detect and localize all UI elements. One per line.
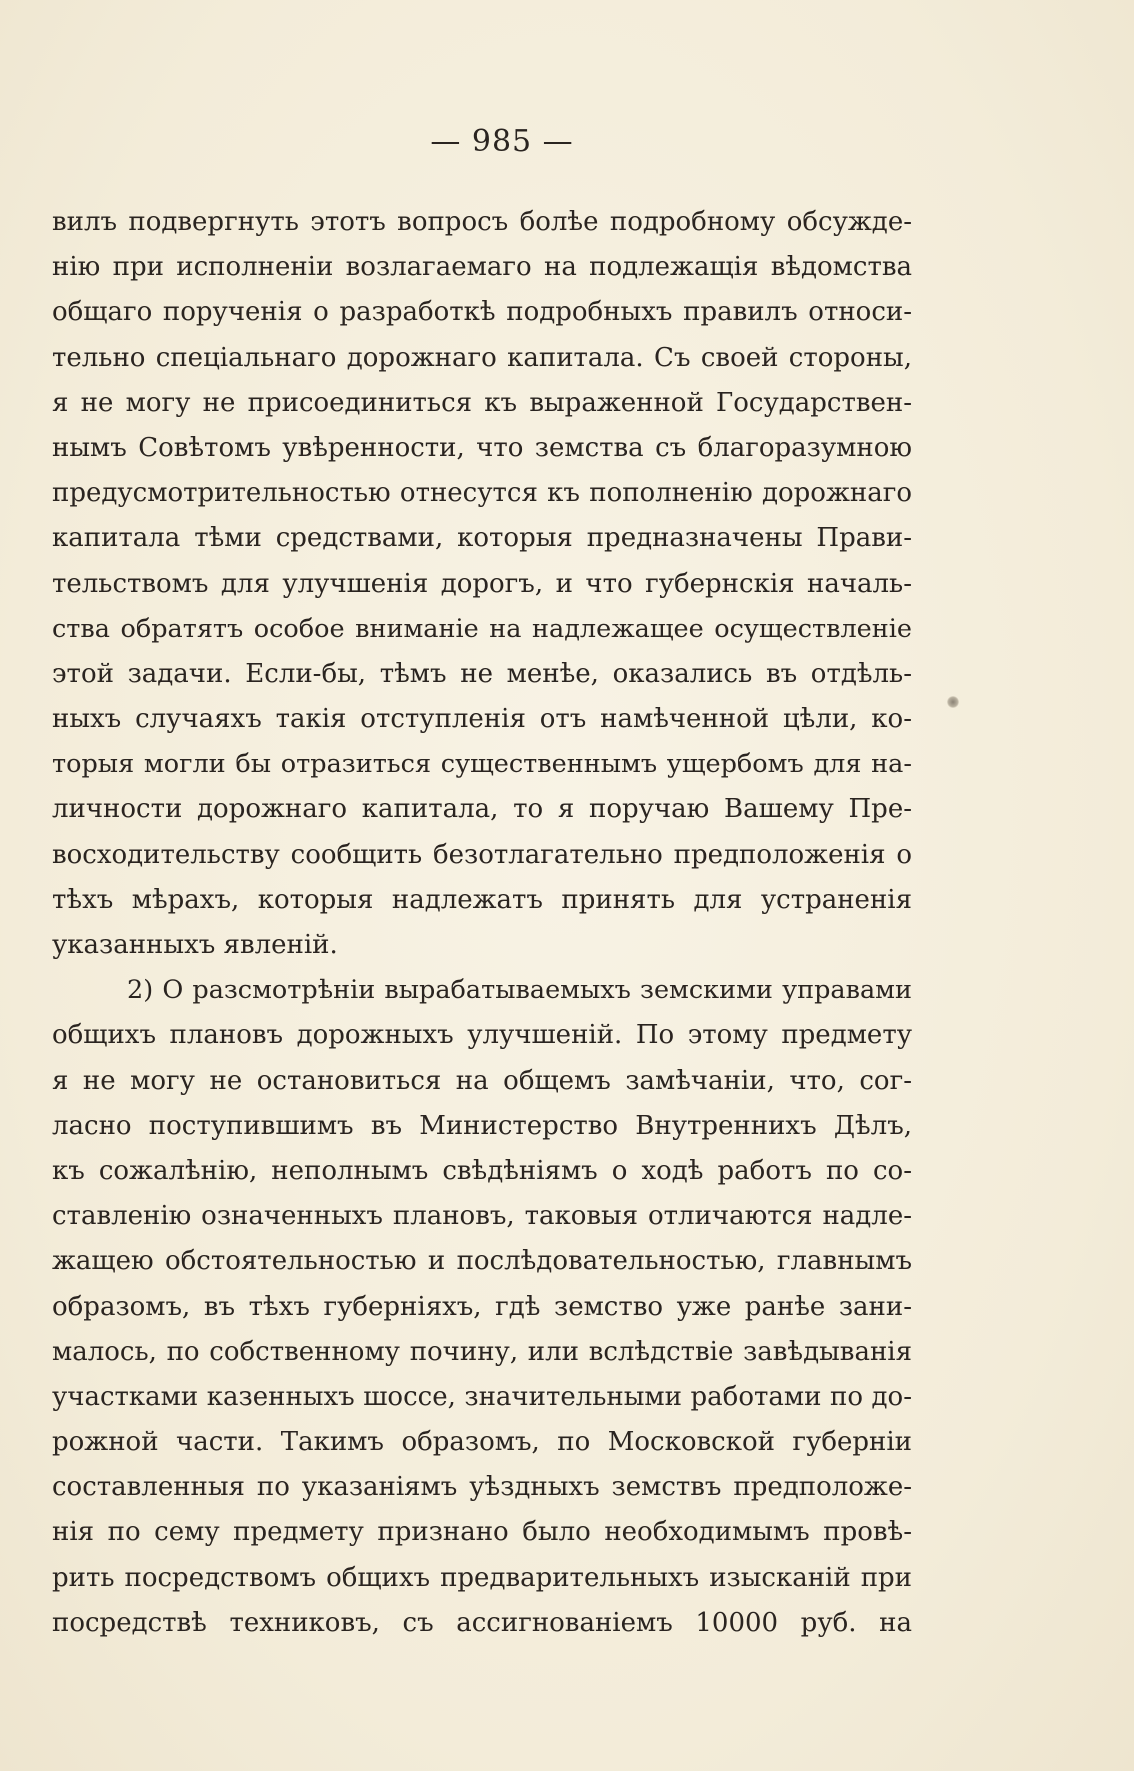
text-line: я не могу не присоединиться къ выраженной Государствен- [52,387,912,418]
text-line: рожной части. Такимъ образомъ, по Московской губерніи [52,1427,912,1458]
text-line: капитала тѣми средствами, которыя предназначены Прави- [52,523,912,554]
text-line: тельно спеціальнаго дорожнаго капитала. Съ своей стороны, [52,342,912,373]
text-line: малось, по собственному почину, или вслѣдствіе завѣдыванія [52,1336,912,1367]
text-line: ства обратятъ особое вниманіе на надлежащее осуществленіе [52,613,912,644]
text-line: 2) О разсмотрѣніи вырабатываемыхъ земскими управами [127,975,912,1006]
text-line: я не могу не остановиться на общемъ замѣчаніи, что, сог- [52,1065,912,1096]
text-line: жащею обстоятельностью и послѣдовательностью, главнымъ [52,1246,912,1277]
text-line: нію при исполненіи возлагаемаго на подлежащія вѣдомства [52,252,912,283]
text-line: предусмотрительностью отнесутся къ пополненію дорожнаго [52,478,912,509]
text-line: восходительству сообщить безотлагательно предположенія о [52,839,912,870]
text-line: общихъ плановъ дорожныхъ улучшеній. По этому предмету [52,1020,912,1051]
text-line: ставленію означенныхъ плановъ, таковыя отличаются надле- [52,1201,912,1232]
text-line: ласно поступившимъ въ Министерство Внутреннихъ Дѣлъ, [52,1110,912,1141]
text-line: тельствомъ для улучшенія дорогъ, и что губернскія началь- [52,568,912,599]
text-line: общаго порученія о разработкѣ подробныхъ правилъ относи- [52,297,912,328]
text-line: личности дорожнаго капитала, то я поручаю Вашему Пре- [52,794,912,825]
text-line: вилъ подвергнуть этотъ вопросъ болѣе подробному обсужде- [52,207,912,237]
text-line: нія по сему предмету признано было необходимымъ провѣ- [52,1517,912,1548]
text-line: этой задачи. Если-бы, тѣмъ не менѣе, оказались въ отдѣль- [52,658,912,689]
text-line: образомъ, въ тѣхъ губерніяхъ, гдѣ земство уже ранѣе зани- [52,1291,912,1322]
text-line: къ сожалѣнію, неполнымъ свѣдѣніямъ о ходѣ работъ по со- [52,1155,912,1186]
text-line: указанныхъ явленій. [52,930,338,960]
text-line: участками казенныхъ шоссе, значительными работами по до- [52,1381,912,1412]
text-line: тѣхъ мѣрахъ, которыя надлежатъ принять для устраненія [52,884,912,915]
body-text [52,200,912,1646]
text-line: торыя могли бы отразиться существеннымъ ущербомъ для на- [52,749,912,780]
text-line: посредствѣ техниковъ, съ ассигнованіемъ 10000 руб. на [52,1607,912,1638]
page-number: — 985 — [430,124,574,159]
ink-spot [947,696,959,708]
text-line: ныхъ случаяхъ такія отступленія отъ намѣченной цѣли, ко- [52,704,912,735]
text-line: нымъ Совѣтомъ увѣренности, что земства съ благоразумною [52,432,912,463]
text-line: составленныя по указаніямъ уѣздныхъ земствъ предположе- [52,1472,912,1503]
text-line: рить посредствомъ общихъ предварительныхъ изысканій при [52,1562,912,1593]
